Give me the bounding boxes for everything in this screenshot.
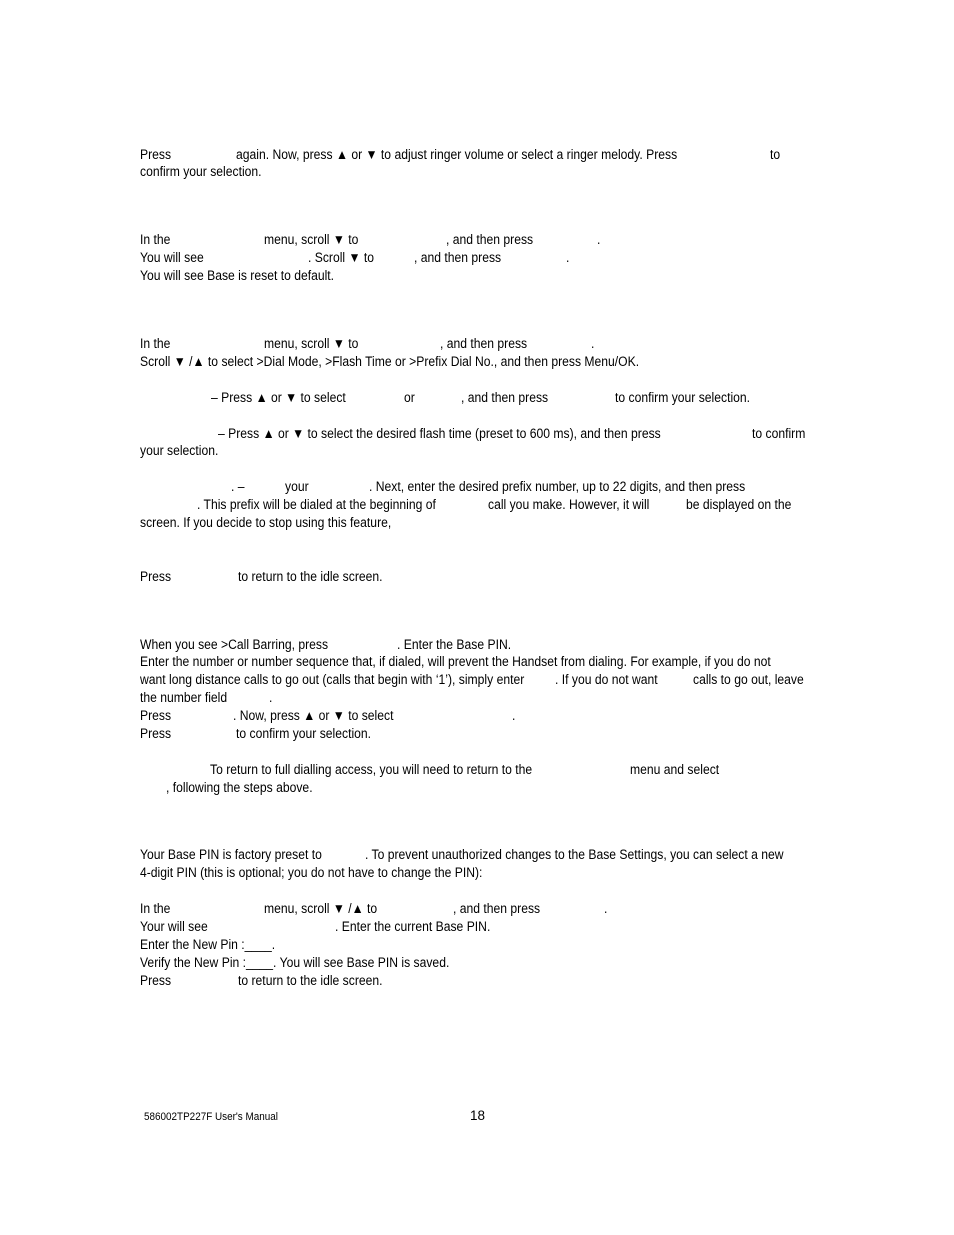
- dial-idle-return: to return to the idle screen.: [238, 569, 383, 584]
- barring-leave: calls to go out, leave: [693, 672, 804, 687]
- prefix-displayed: be displayed on the: [686, 497, 792, 512]
- ringer-to: to: [770, 147, 781, 162]
- dial-period: .: [591, 336, 595, 351]
- dial-mode-or: or: [404, 390, 415, 405]
- pin-in-the: In the: [140, 901, 171, 916]
- ringer-press: Press: [140, 147, 172, 162]
- prefix-dialed: . This prefix will be dialed at the beginning of: [197, 497, 436, 512]
- pin-factory: Your Base PIN is factory preset to: [140, 847, 322, 862]
- dial-in-the: In the: [140, 336, 171, 351]
- ringer-instruction: again. Now, press ▲ or ▼ to adjust ringer volume or select a ringer melody. Press: [236, 147, 678, 162]
- dial-then-press: , and then press: [440, 336, 528, 351]
- ringer-confirm: confirm your selection.: [140, 164, 262, 179]
- reset-scroll: menu, scroll ▼ to: [264, 232, 359, 247]
- barring-confirm: to confirm your selection.: [236, 726, 372, 741]
- pin-enter-current: . Enter the current Base PIN.: [335, 919, 491, 934]
- dial-scroll: menu, scroll ▼ to: [264, 336, 359, 351]
- prefix-your: your: [285, 479, 309, 494]
- dial-mode-confirm: to confirm your selection.: [615, 390, 751, 405]
- pin-enter-new: Enter the New Pin :____.: [140, 937, 276, 952]
- reset-in-the: In the: [140, 232, 171, 247]
- reset-then-press: , and then press: [446, 232, 534, 247]
- dial-scroll-select: Scroll ▼ /▲ to select >Dial Mode, >Flash Time or >Prefix Dial No., and then press Menu/OK.: [140, 354, 640, 369]
- reset-you-will-see: You will see: [140, 250, 204, 265]
- pin-press: Press: [140, 973, 172, 988]
- barring-select: . Now, press ▲ or ▼ to select: [233, 708, 394, 723]
- pin-return: to return to the idle screen.: [238, 973, 383, 988]
- pin-your-will-see: Your will see: [140, 919, 208, 934]
- barring-note-steps: , following the steps above.: [166, 780, 313, 795]
- barring-if-not: . If you do not want: [555, 672, 658, 687]
- reset-period: .: [597, 232, 601, 247]
- flash-confirm: to confirm: [752, 426, 806, 441]
- pin-period: .: [604, 901, 608, 916]
- pin-verify: Verify the New Pin :____. You will see Base PIN is saved.: [140, 955, 450, 970]
- pin-optional: 4-digit PIN (this is optional; you do not have to change the PIN):: [140, 865, 483, 880]
- barring-enter-number: Enter the number or number sequence that, if dialed, will prevent the Handset from dialing. For example, if you do not: [140, 654, 771, 669]
- flash-selection: your selection.: [140, 443, 219, 458]
- reset-period-2: .: [566, 250, 570, 265]
- barring-long-distance: want long distance calls to go out (calls that begin with ‘1’), simply enter: [140, 672, 525, 687]
- reset-then-press-2: , and then press: [414, 250, 502, 265]
- dial-idle-press: Press: [140, 569, 172, 584]
- prefix-call: call you make. However, it will: [488, 497, 650, 512]
- pin-scroll: menu, scroll ▼ /▲ to: [264, 901, 378, 916]
- page-number: 18: [470, 1108, 486, 1123]
- prefix-stop: screen. If you decide to stop using this feature,: [140, 515, 392, 530]
- barring-field-period: .: [269, 690, 273, 705]
- barring-note: To return to full dialling access, you will need to return to the: [210, 762, 533, 777]
- reset-result: You will see Base is reset to default.: [140, 268, 335, 283]
- barring-when: When you see >Call Barring, press: [140, 637, 329, 652]
- pin-then-press: , and then press: [453, 901, 541, 916]
- barring-select-period: .: [512, 708, 516, 723]
- barring-press: Press: [140, 708, 172, 723]
- flash-press: – Press ▲ or ▼ to select the desired flash time (preset to 600 ms), and then press: [218, 426, 661, 441]
- footer-manual-title: 586002TP227F User's Manual: [144, 1111, 278, 1123]
- dial-mode-press: – Press ▲ or ▼ to select: [211, 390, 346, 405]
- barring-note-menu: menu and select: [630, 762, 720, 777]
- prefix-enter: . Next, enter the desired prefix number, up to 22 digits, and then press: [369, 479, 746, 494]
- barring-press-2: Press: [140, 726, 172, 741]
- dial-mode-then-press: , and then press: [461, 390, 549, 405]
- prefix-dash: . –: [231, 479, 245, 494]
- pin-prevent: . To prevent unauthorized changes to the Base Settings, you can select a new: [365, 847, 784, 862]
- reset-scroll-to: . Scroll ▼ to: [308, 250, 375, 265]
- barring-pin: . Enter the Base PIN.: [397, 637, 512, 652]
- barring-field: the number field: [140, 690, 228, 705]
